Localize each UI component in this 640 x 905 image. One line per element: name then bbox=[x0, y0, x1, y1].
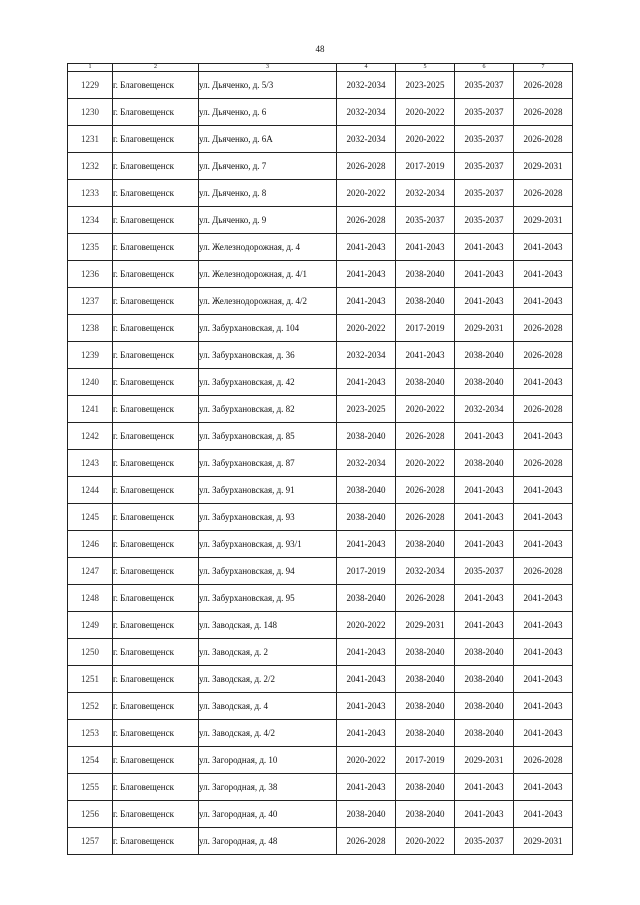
period-cell-6: 2041-2043 bbox=[455, 288, 514, 315]
row-number: 1251 bbox=[68, 666, 113, 693]
period-cell-5: 2032-2034 bbox=[396, 180, 455, 207]
period-cell-7: 2041-2043 bbox=[514, 369, 573, 396]
address-cell: ул. Дьяченко, д. 5/3 bbox=[199, 72, 337, 99]
period-cell-6: 2038-2040 bbox=[455, 693, 514, 720]
address-cell: ул. Забурхановская, д. 87 bbox=[199, 450, 337, 477]
period-cell-4: 2032-2034 bbox=[337, 450, 396, 477]
period-cell-5: 2035-2037 bbox=[396, 207, 455, 234]
period-cell-7: 2041-2043 bbox=[514, 801, 573, 828]
period-cell-5: 2026-2028 bbox=[396, 477, 455, 504]
row-number: 1238 bbox=[68, 315, 113, 342]
period-cell-6: 2035-2037 bbox=[455, 99, 514, 126]
city-cell: г. Благовещенск bbox=[113, 207, 199, 234]
city-cell: г. Благовещенск bbox=[113, 180, 199, 207]
table-row bbox=[68, 180, 573, 207]
period-cell-6: 2041-2043 bbox=[455, 504, 514, 531]
period-cell-4: 2026-2028 bbox=[337, 207, 396, 234]
period-cell-7: 2026-2028 bbox=[514, 99, 573, 126]
period-cell-6: 2041-2043 bbox=[455, 801, 514, 828]
city-cell: г. Благовещенск bbox=[113, 774, 199, 801]
row-number: 1256 bbox=[68, 801, 113, 828]
address-cell: ул. Забурхановская, д. 91 bbox=[199, 477, 337, 504]
period-cell-4: 2026-2028 bbox=[337, 828, 396, 855]
period-cell-7: 2041-2043 bbox=[514, 477, 573, 504]
city-cell: г. Благовещенск bbox=[113, 666, 199, 693]
city-cell: г. Благовещенск bbox=[113, 639, 199, 666]
table-body bbox=[68, 72, 573, 855]
city-cell: г. Благовещенск bbox=[113, 747, 199, 774]
address-cell: ул. Загородная, д. 40 bbox=[199, 801, 337, 828]
address-cell: ул. Дьяченко, д. 9 bbox=[199, 207, 337, 234]
period-cell-5: 2038-2040 bbox=[396, 288, 455, 315]
row-number: 1253 bbox=[68, 720, 113, 747]
city-cell: г. Благовещенск bbox=[113, 693, 199, 720]
period-cell-5: 2020-2022 bbox=[396, 450, 455, 477]
period-cell-5: 2032-2034 bbox=[396, 558, 455, 585]
table-row bbox=[68, 153, 573, 180]
period-cell-7: 2041-2043 bbox=[514, 423, 573, 450]
period-cell-7: 2026-2028 bbox=[514, 315, 573, 342]
period-cell-6: 2038-2040 bbox=[455, 369, 514, 396]
column-header-6: 6 bbox=[455, 64, 514, 72]
period-cell-4: 2038-2040 bbox=[337, 504, 396, 531]
table-row bbox=[68, 774, 573, 801]
row-number: 1252 bbox=[68, 693, 113, 720]
address-cell: ул. Загородная, д. 38 bbox=[199, 774, 337, 801]
column-header-1: 1 bbox=[68, 64, 113, 72]
period-cell-5: 2026-2028 bbox=[396, 423, 455, 450]
column-header-3: 3 bbox=[199, 64, 337, 72]
period-cell-5: 2017-2019 bbox=[396, 747, 455, 774]
city-cell: г. Благовещенск bbox=[113, 234, 199, 261]
period-cell-5: 2020-2022 bbox=[396, 396, 455, 423]
period-cell-4: 2032-2034 bbox=[337, 99, 396, 126]
period-cell-7: 2041-2043 bbox=[514, 693, 573, 720]
table-row bbox=[68, 801, 573, 828]
column-header-4: 4 bbox=[337, 64, 396, 72]
period-cell-7: 2041-2043 bbox=[514, 585, 573, 612]
period-cell-5: 2017-2019 bbox=[396, 315, 455, 342]
city-cell: г. Благовещенск bbox=[113, 801, 199, 828]
period-cell-4: 2020-2022 bbox=[337, 612, 396, 639]
table-row bbox=[68, 342, 573, 369]
period-cell-7: 2026-2028 bbox=[514, 558, 573, 585]
row-number: 1257 bbox=[68, 828, 113, 855]
city-cell: г. Благовещенск bbox=[113, 828, 199, 855]
city-cell: г. Благовещенск bbox=[113, 558, 199, 585]
header-row bbox=[68, 64, 573, 72]
period-cell-4: 2038-2040 bbox=[337, 423, 396, 450]
period-cell-4: 2041-2043 bbox=[337, 288, 396, 315]
table-row bbox=[68, 639, 573, 666]
city-cell: г. Благовещенск bbox=[113, 720, 199, 747]
row-number: 1244 bbox=[68, 477, 113, 504]
table-row bbox=[68, 504, 573, 531]
period-cell-6: 2041-2043 bbox=[455, 774, 514, 801]
period-cell-6: 2035-2037 bbox=[455, 828, 514, 855]
period-cell-4: 2041-2043 bbox=[337, 639, 396, 666]
period-cell-6: 2029-2031 bbox=[455, 747, 514, 774]
row-number: 1248 bbox=[68, 585, 113, 612]
column-header-2: 2 bbox=[113, 64, 199, 72]
row-number: 1231 bbox=[68, 126, 113, 153]
period-cell-7: 2041-2043 bbox=[514, 612, 573, 639]
period-cell-4: 2020-2022 bbox=[337, 180, 396, 207]
period-cell-7: 2026-2028 bbox=[514, 396, 573, 423]
period-cell-6: 2041-2043 bbox=[455, 477, 514, 504]
period-cell-6: 2035-2037 bbox=[455, 72, 514, 99]
row-number: 1236 bbox=[68, 261, 113, 288]
table-row bbox=[68, 99, 573, 126]
address-cell: ул. Заводская, д. 4 bbox=[199, 693, 337, 720]
period-cell-4: 2020-2022 bbox=[337, 315, 396, 342]
period-cell-4: 2038-2040 bbox=[337, 477, 396, 504]
period-cell-4: 2041-2043 bbox=[337, 693, 396, 720]
city-cell: г. Благовещенск bbox=[113, 504, 199, 531]
period-cell-5: 2038-2040 bbox=[396, 666, 455, 693]
row-number: 1232 bbox=[68, 153, 113, 180]
period-cell-4: 2038-2040 bbox=[337, 801, 396, 828]
period-cell-5: 2020-2022 bbox=[396, 828, 455, 855]
period-cell-5: 2041-2043 bbox=[396, 234, 455, 261]
period-cell-7: 2041-2043 bbox=[514, 531, 573, 558]
period-cell-6: 2041-2043 bbox=[455, 261, 514, 288]
address-cell: ул. Железнодорожная, д. 4/2 bbox=[199, 288, 337, 315]
address-cell: ул. Забурхановская, д. 94 bbox=[199, 558, 337, 585]
table-row bbox=[68, 72, 573, 99]
period-cell-4: 2023-2025 bbox=[337, 396, 396, 423]
city-cell: г. Благовещенск bbox=[113, 531, 199, 558]
row-number: 1235 bbox=[68, 234, 113, 261]
period-cell-4: 2041-2043 bbox=[337, 666, 396, 693]
period-cell-7: 2026-2028 bbox=[514, 126, 573, 153]
city-cell: г. Благовещенск bbox=[113, 369, 199, 396]
period-cell-7: 2041-2043 bbox=[514, 666, 573, 693]
table-row bbox=[68, 369, 573, 396]
table-row bbox=[68, 315, 573, 342]
address-cell: ул. Заводская, д. 4/2 bbox=[199, 720, 337, 747]
address-cell: ул. Заводская, д. 148 bbox=[199, 612, 337, 639]
address-cell: ул. Забурхановская, д. 82 bbox=[199, 396, 337, 423]
period-cell-5: 2038-2040 bbox=[396, 801, 455, 828]
period-cell-5: 2041-2043 bbox=[396, 342, 455, 369]
row-number: 1230 bbox=[68, 99, 113, 126]
period-cell-4: 2041-2043 bbox=[337, 531, 396, 558]
period-cell-7: 2041-2043 bbox=[514, 720, 573, 747]
row-number: 1243 bbox=[68, 450, 113, 477]
row-number: 1254 bbox=[68, 747, 113, 774]
period-cell-7: 2041-2043 bbox=[514, 288, 573, 315]
row-number: 1255 bbox=[68, 774, 113, 801]
period-cell-4: 2041-2043 bbox=[337, 720, 396, 747]
period-cell-4: 2032-2034 bbox=[337, 72, 396, 99]
period-cell-7: 2026-2028 bbox=[514, 450, 573, 477]
address-cell: ул. Заводская, д. 2/2 bbox=[199, 666, 337, 693]
period-cell-7: 2029-2031 bbox=[514, 828, 573, 855]
address-cell: ул. Железнодорожная, д. 4/1 bbox=[199, 261, 337, 288]
period-cell-5: 2023-2025 bbox=[396, 72, 455, 99]
table-row bbox=[68, 828, 573, 855]
row-number: 1242 bbox=[68, 423, 113, 450]
address-cell: ул. Заводская, д. 2 bbox=[199, 639, 337, 666]
period-cell-6: 2041-2043 bbox=[455, 234, 514, 261]
period-cell-7: 2041-2043 bbox=[514, 774, 573, 801]
period-cell-5: 2038-2040 bbox=[396, 369, 455, 396]
period-cell-6: 2035-2037 bbox=[455, 558, 514, 585]
city-cell: г. Благовещенск bbox=[113, 315, 199, 342]
period-cell-5: 2017-2019 bbox=[396, 153, 455, 180]
period-cell-6: 2035-2037 bbox=[455, 153, 514, 180]
row-number: 1249 bbox=[68, 612, 113, 639]
period-cell-7: 2041-2043 bbox=[514, 234, 573, 261]
column-header-5: 5 bbox=[396, 64, 455, 72]
address-cell: ул. Загородная, д. 10 bbox=[199, 747, 337, 774]
row-number: 1241 bbox=[68, 396, 113, 423]
period-cell-6: 2035-2037 bbox=[455, 126, 514, 153]
table-row bbox=[68, 558, 573, 585]
table-row bbox=[68, 261, 573, 288]
address-cell: ул. Забурхановская, д. 93 bbox=[199, 504, 337, 531]
period-cell-4: 2041-2043 bbox=[337, 261, 396, 288]
period-cell-7: 2026-2028 bbox=[514, 180, 573, 207]
address-cell: ул. Дьяченко, д. 6 bbox=[199, 99, 337, 126]
period-cell-7: 2041-2043 bbox=[514, 261, 573, 288]
table-row bbox=[68, 531, 573, 558]
period-cell-6: 2041-2043 bbox=[455, 531, 514, 558]
period-cell-5: 2020-2022 bbox=[396, 126, 455, 153]
period-cell-6: 2035-2037 bbox=[455, 207, 514, 234]
table-row bbox=[68, 747, 573, 774]
period-cell-6: 2029-2031 bbox=[455, 315, 514, 342]
address-cell: ул. Забурхановская, д. 95 bbox=[199, 585, 337, 612]
table-row bbox=[68, 423, 573, 450]
row-number: 1237 bbox=[68, 288, 113, 315]
period-cell-5: 2038-2040 bbox=[396, 693, 455, 720]
city-cell: г. Благовещенск bbox=[113, 153, 199, 180]
address-cell: ул. Загородная, д. 48 bbox=[199, 828, 337, 855]
city-cell: г. Благовещенск bbox=[113, 423, 199, 450]
period-cell-4: 2041-2043 bbox=[337, 369, 396, 396]
row-number: 1239 bbox=[68, 342, 113, 369]
address-cell: ул. Забурхановская, д. 104 bbox=[199, 315, 337, 342]
table-row bbox=[68, 288, 573, 315]
city-cell: г. Благовещенск bbox=[113, 450, 199, 477]
city-cell: г. Благовещенск bbox=[113, 99, 199, 126]
period-cell-5: 2038-2040 bbox=[396, 720, 455, 747]
row-number: 1247 bbox=[68, 558, 113, 585]
period-cell-7: 2026-2028 bbox=[514, 72, 573, 99]
table-row bbox=[68, 693, 573, 720]
city-cell: г. Благовещенск bbox=[113, 126, 199, 153]
table-row bbox=[68, 585, 573, 612]
period-cell-6: 2035-2037 bbox=[455, 180, 514, 207]
period-cell-5: 2020-2022 bbox=[396, 99, 455, 126]
table-header bbox=[68, 64, 573, 72]
table-row bbox=[68, 450, 573, 477]
period-cell-5: 2029-2031 bbox=[396, 612, 455, 639]
period-cell-7: 2041-2043 bbox=[514, 639, 573, 666]
row-number: 1245 bbox=[68, 504, 113, 531]
address-cell: ул. Забурхановская, д. 42 bbox=[199, 369, 337, 396]
period-cell-5: 2038-2040 bbox=[396, 531, 455, 558]
period-cell-4: 2032-2034 bbox=[337, 342, 396, 369]
registry-table bbox=[67, 63, 573, 855]
city-cell: г. Благовещенск bbox=[113, 477, 199, 504]
period-cell-5: 2038-2040 bbox=[396, 261, 455, 288]
period-cell-7: 2026-2028 bbox=[514, 747, 573, 774]
table-row bbox=[68, 720, 573, 747]
period-cell-6: 2038-2040 bbox=[455, 450, 514, 477]
period-cell-5: 2026-2028 bbox=[396, 504, 455, 531]
city-cell: г. Благовещенск bbox=[113, 288, 199, 315]
period-cell-6: 2032-2034 bbox=[455, 396, 514, 423]
period-cell-6: 2041-2043 bbox=[455, 585, 514, 612]
address-cell: ул. Дьяченко, д. 7 bbox=[199, 153, 337, 180]
city-cell: г. Благовещенск bbox=[113, 585, 199, 612]
period-cell-4: 2020-2022 bbox=[337, 747, 396, 774]
period-cell-6: 2041-2043 bbox=[455, 612, 514, 639]
table-row bbox=[68, 234, 573, 261]
period-cell-7: 2029-2031 bbox=[514, 153, 573, 180]
table-row bbox=[68, 477, 573, 504]
row-number: 1246 bbox=[68, 531, 113, 558]
column-header-7: 7 bbox=[514, 64, 573, 72]
period-cell-4: 2041-2043 bbox=[337, 774, 396, 801]
period-cell-6: 2038-2040 bbox=[455, 342, 514, 369]
address-cell: ул. Дьяченко, д. 6А bbox=[199, 126, 337, 153]
period-cell-7: 2026-2028 bbox=[514, 342, 573, 369]
row-number: 1229 bbox=[68, 72, 113, 99]
period-cell-6: 2038-2040 bbox=[455, 666, 514, 693]
address-cell: ул. Дьяченко, д. 8 bbox=[199, 180, 337, 207]
row-number: 1250 bbox=[68, 639, 113, 666]
period-cell-4: 2026-2028 bbox=[337, 153, 396, 180]
table-row bbox=[68, 126, 573, 153]
period-cell-4: 2038-2040 bbox=[337, 585, 396, 612]
city-cell: г. Благовещенск bbox=[113, 72, 199, 99]
row-number: 1234 bbox=[68, 207, 113, 234]
table-row bbox=[68, 612, 573, 639]
period-cell-4: 2032-2034 bbox=[337, 126, 396, 153]
address-cell: ул. Железнодорожная, д. 4 bbox=[199, 234, 337, 261]
period-cell-5: 2038-2040 bbox=[396, 639, 455, 666]
city-cell: г. Благовещенск bbox=[113, 342, 199, 369]
table-row bbox=[68, 396, 573, 423]
table-row bbox=[68, 207, 573, 234]
period-cell-6: 2038-2040 bbox=[455, 639, 514, 666]
period-cell-4: 2017-2019 bbox=[337, 558, 396, 585]
address-cell: ул. Забурхановская, д. 93/1 bbox=[199, 531, 337, 558]
period-cell-4: 2041-2043 bbox=[337, 234, 396, 261]
city-cell: г. Благовещенск bbox=[113, 261, 199, 288]
period-cell-7: 2041-2043 bbox=[514, 504, 573, 531]
address-cell: ул. Забурхановская, д. 85 bbox=[199, 423, 337, 450]
address-cell: ул. Забурхановская, д. 36 bbox=[199, 342, 337, 369]
page-number: 48 bbox=[315, 44, 325, 54]
row-number: 1240 bbox=[68, 369, 113, 396]
city-cell: г. Благовещенск bbox=[113, 612, 199, 639]
row-number: 1233 bbox=[68, 180, 113, 207]
period-cell-5: 2038-2040 bbox=[396, 774, 455, 801]
city-cell: г. Благовещенск bbox=[113, 396, 199, 423]
period-cell-5: 2026-2028 bbox=[396, 585, 455, 612]
period-cell-6: 2038-2040 bbox=[455, 720, 514, 747]
period-cell-7: 2029-2031 bbox=[514, 207, 573, 234]
period-cell-6: 2041-2043 bbox=[455, 423, 514, 450]
table-row bbox=[68, 666, 573, 693]
